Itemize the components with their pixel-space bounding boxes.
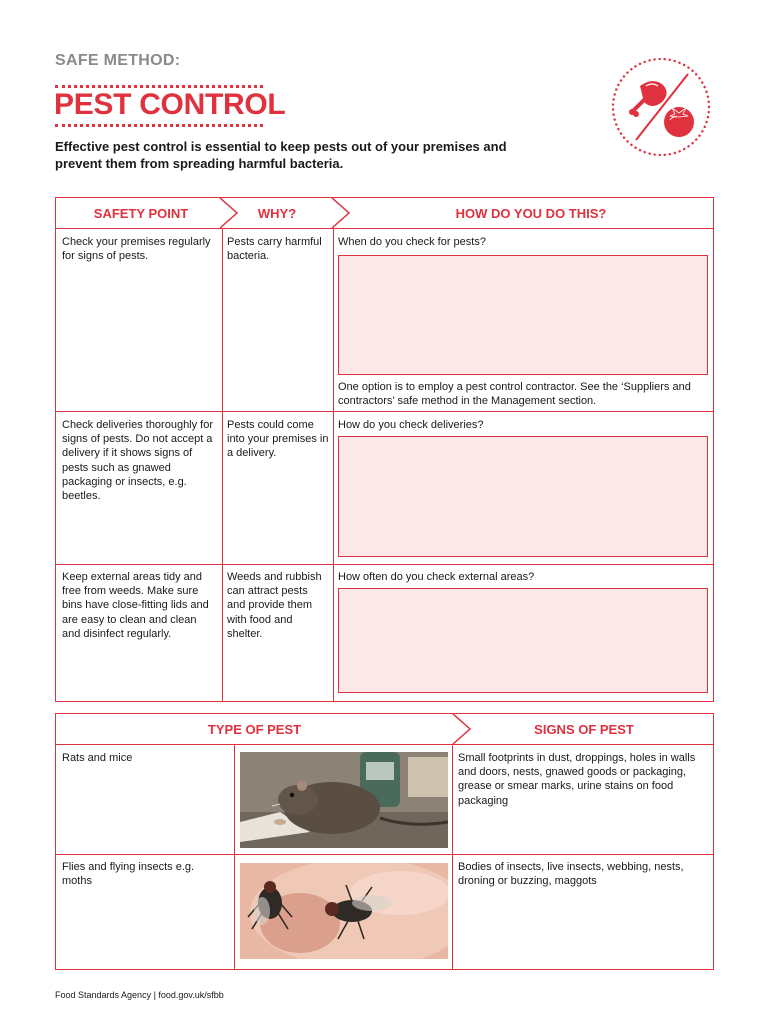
header-how: HOW DO YOU DO THIS? bbox=[455, 206, 607, 221]
table-row bbox=[56, 565, 713, 702]
rat-photo bbox=[240, 752, 448, 848]
answer-input-box[interactable] bbox=[338, 588, 708, 693]
why-text: Pests could come into your premises in a delivery. bbox=[227, 419, 329, 460]
header-signs-of-pest: SIGNS OF PEST bbox=[534, 722, 634, 737]
dotted-divider-bottom bbox=[55, 124, 263, 127]
tomato-icon bbox=[664, 107, 694, 137]
pest-type-text: Flies and flying insects e.g. moths bbox=[62, 861, 195, 888]
header-type-of-pest: TYPE OF PEST bbox=[207, 722, 302, 737]
pest-signs-text: Bodies of insects, live insects, webbing, nests, droning or buzzing, maggots bbox=[458, 861, 684, 888]
pest-table-header bbox=[56, 714, 713, 745]
intro-text: Effective pest control is essential to keep pests out of your premises and prevent them from spreading harmful bacteria. bbox=[55, 139, 507, 171]
pest-type-text: Rats and mice bbox=[62, 752, 133, 764]
why-text: Pests carry harmful bacteria. bbox=[227, 236, 322, 263]
safety-point-text: Check deliveries thoroughly for signs of pests. Do not accept a delivery if it shows signs of pests such as gnawed packaging or insects, e.g. beetles. bbox=[62, 419, 214, 503]
question-text: How do you check deliveries? bbox=[338, 419, 484, 431]
footer: Food Standards Agency | food.gov.uk/sfbb bbox=[55, 990, 224, 1000]
note-text: One option is to employ a pest control contractor. See the ‘Suppliers and contractors’ safe method in the Management section. bbox=[338, 381, 691, 408]
answer-input-box[interactable] bbox=[338, 255, 708, 375]
food-safety-logo bbox=[610, 56, 712, 158]
answer-input-box[interactable] bbox=[338, 436, 708, 557]
safety-point-text: Keep external areas tidy and free from weeds. Make sure bins have close-fitting lids and are easy to clean and clean and disinfect regularly. bbox=[62, 571, 209, 640]
why-text: Weeds and rubbish can attract pests and provide them with food and shelter. bbox=[227, 571, 322, 640]
section-subtitle: SAFE METHOD: bbox=[55, 52, 181, 69]
safety-table bbox=[55, 197, 714, 702]
pest-signs-text: Small footprints in dust, droppings, holes in walls and doors, nests, gnawed goods or packaging, grease or smear marks, urine stains on food packaging bbox=[458, 752, 696, 807]
pest-signs-table bbox=[55, 713, 714, 970]
table-row bbox=[56, 412, 713, 565]
question-text: When do you check for pests? bbox=[338, 236, 486, 248]
question-text: How often do you check external areas? bbox=[338, 571, 535, 583]
header-safety-point: SAFETY POINT bbox=[93, 206, 189, 221]
table-row bbox=[56, 855, 713, 970]
header-why: WHY? bbox=[257, 206, 297, 221]
flies-photo bbox=[240, 863, 448, 959]
table-row bbox=[56, 229, 713, 412]
table-row bbox=[56, 745, 713, 855]
safety-point-text: Check your premises regularly for signs of pests. bbox=[62, 236, 211, 263]
chicken-leg-icon bbox=[629, 81, 667, 117]
safety-table-header bbox=[56, 198, 713, 229]
page-title: PEST CONTROL bbox=[54, 88, 286, 121]
